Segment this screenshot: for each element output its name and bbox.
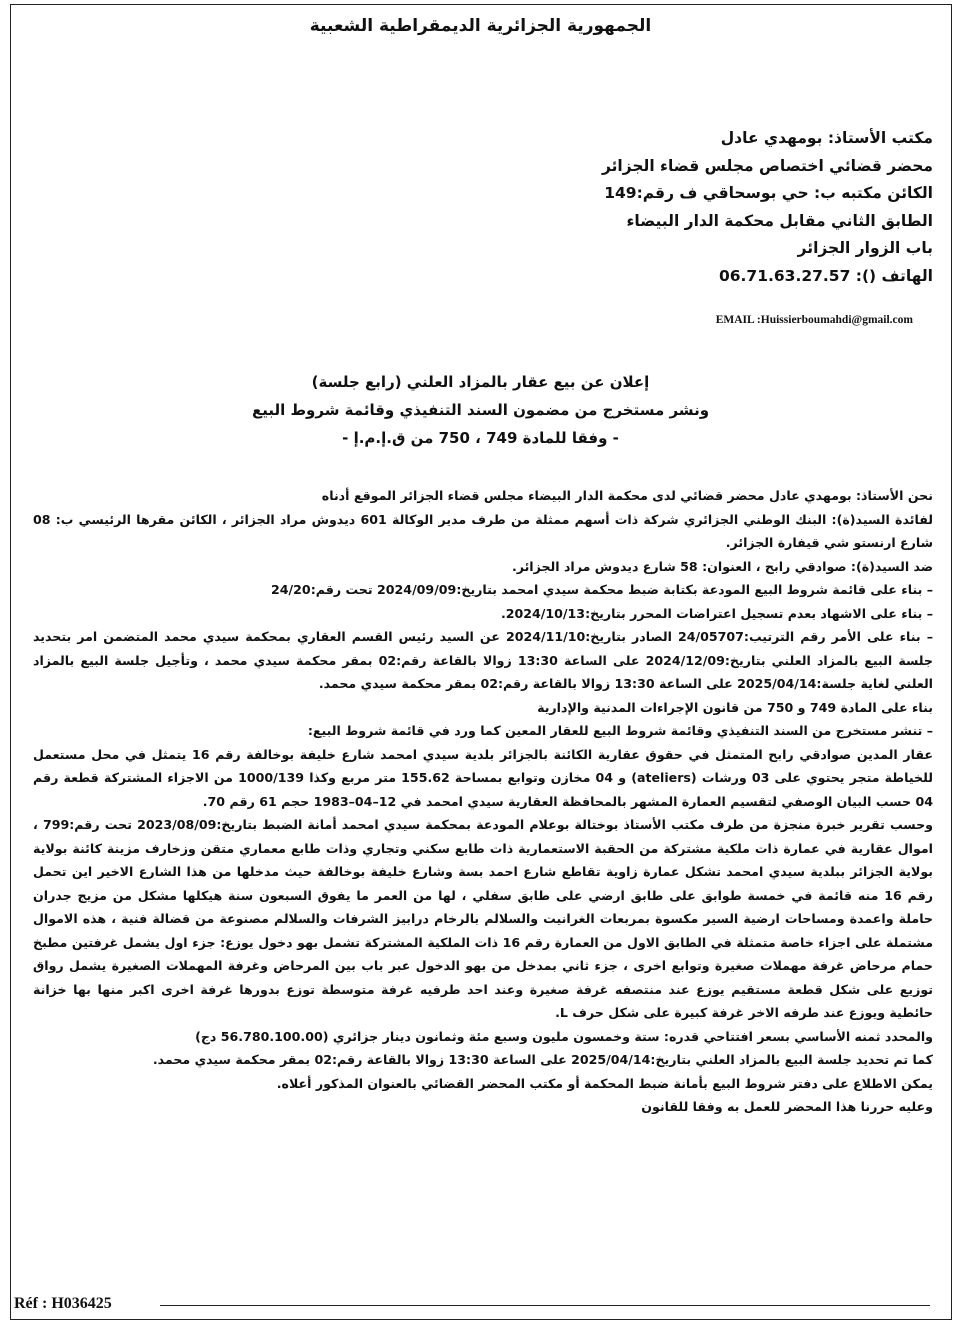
office-line: الطابق الثاني مقابل محكمة الدار البيضاء xyxy=(626,211,933,230)
notice-titles xyxy=(0,368,961,452)
reference-number: Réf : H036425 xyxy=(14,1295,112,1312)
notice-body xyxy=(33,484,933,1119)
notice-article: - وفقا للمادة 749 ، 750 من ق.إ.م.إ - xyxy=(342,429,619,447)
body-paragraph: ضد السيد(ة): صوادقي رابح ، العنوان: 58 شارع ديدوش مراد الجزائر. xyxy=(511,558,933,574)
body-paragraph: لفائدة السيد(ة): البنك الوطني الجزائري شركة ذات أسهم ممثلة من طرف مدير الوكالة 601 ديدوش مراد الجزائر ، الكائن مقرها الرئيسي ب: 08 شارع ارنستو شي قيفارة الجزائر. xyxy=(33,511,933,550)
body-paragraph: عقار المدين صوادقي رابح المتمثل في حقوق عقارية الكائنة بالجزائر بلدية سيدي امحمد شارع خليفة بوخالفة رقم 16 يتمثل في محل مستعمل للخياطة متجر يحتوي على 03 ورشات (ateliers) و 04 مخازن وتوابع بمساحة 155.62 متر مربع وكذا 1000/139 من الاجزاء المشتركة قطعة رقم 04 حسب البيان الوصفي لتقسيم العمارة المشهر بالمحافظة العقارية سيدي امحمد في 12–04–1983 حجم 61 رقم 70. xyxy=(33,746,933,809)
body-paragraph: – تنشر مستخرج من السند التنفيذي وقائمة شروط البيع للعقار المعين كما ورد في قائمة شروط البيع: xyxy=(307,723,933,738)
body-paragraph: يمكن الاطلاع على دفتر شروط البيع بأمانة ضبط المحكمة أو مكتب المحضر القضائي بالعنوان المذكور أعلاه. xyxy=(276,1075,933,1091)
office-line: مكتب الأستاذ: بومهدي عادل xyxy=(720,129,933,147)
office-line: محضر قضائي اختصاص مجلس قضاء الجزائر xyxy=(601,156,933,175)
country-header: الجمهورية الجزائرية الديمقراطية الشعبية xyxy=(309,16,652,36)
office-line: الكائن مكتبه ب: حي بوسحاقي ف رقم:149 xyxy=(604,184,933,203)
body-paragraph: نحن الأستاذ: بومهدي عادل محضر قضائي لدى محكمة الدار البيضاء مجلس قضاء الجزائر الموقع أدناه xyxy=(321,488,933,503)
body-paragraph: – بناء على الأمر رقم الترتيب:24/05707 الصادر بتاريخ:2024/11/10 عن السيد رئيس القسم العقاري بمحكمة سيدي محمد المتضمن امر بتحديد جلسة البيع بالمزاد العلني بتاريخ:2024/12/09 على الساعة 13:30 زوالا بالقاعة رقم:02 بمقر محكمة سيدي محمد ، وتأجيل جلسة البيع بالمزاد العلني لغاية جلسة:2025/04/14 على الساعة 13:30 زوالا بالقاعة رقم:02 بمقر محكمة سيدي محمد. xyxy=(33,629,934,691)
notice-subtitle: ونشر مستخرج من مضمون السند التنفيذي وقائمة شروط البيع xyxy=(251,401,710,419)
office-email: EMAIL :Huissierboumahdi@gmail.com xyxy=(715,314,913,326)
notice-title: إعلان عن بيع عقار بالمزاد العلني (رابع جلسة) xyxy=(311,373,650,391)
office-block xyxy=(213,125,933,291)
office-line: باب الزوار الجزائر xyxy=(797,239,933,258)
body-paragraph: – بناء على قائمة شروط البيع المودعة بكتابة ضبط محكمة سيدي امحمد بتاريخ:2024/09/09 تحت رقم:24/20 xyxy=(271,582,933,597)
body-paragraph: كما تم تحديد جلسة البيع بالمزاد العلني بتاريخ:2025/04/14 على الساعة 13:30 زوالا بالقاعة رقم:02 بمقر محكمة سيدي محمد. xyxy=(152,1052,933,1067)
body-paragraph: – بناء على الاشهاد بعدم تسجيل اعتراضات المحرر بتاريخ:2024/10/13. xyxy=(500,605,933,621)
office-phone: الهاتف (): 06.71.63.27.57 xyxy=(718,266,933,285)
body-paragraph: بناء على المادة 749 و 750 من قانون الإجراءات المدنية والإدارية xyxy=(537,699,933,715)
body-paragraph: وعليه حررنا هذا المحضر للعمل به وفقا للقانون xyxy=(641,1099,933,1114)
footer-divider xyxy=(160,1305,930,1306)
body-paragraph: والمحدد ثمنه الأساسي بسعر افتتاحي قدره: ستة وخمسون مليون وسبع مئة وثمانون دينار جزائري (56.780.100.00 دج) xyxy=(195,1028,933,1044)
body-paragraph: وحسب تقرير خبرة منجزة من طرف مكتب الأستاذ بوختالة بوعلام المودعة بمحكمة سيدي امحمد أمانة الضبط بتاريخ:2023/08/09 تحت رقم:799 ، اموال عقارية في عمارة ذات ملكية مشتركة من الحقبة الاستعمارية ذات طابع سكني وتجاري وذات طابع معماري متقن وزخارف مزينة كائنة بولاية بولاية الجزائر ببلدية سيدي امحمد تشكل عمارة زاوية تقاطع شارع احمد بسة وشارع خليفة بوخالفة حيث مدخلها من هذا الشارع الاخير اين تحمل رقم 16 منه قائمة في خمسة طوابق على طابق ارضي على طابق سفلي ، لها من العمر ما يفوق السبعون سنة هيكلها مشكل من مزيج جدران حاملة واعمدة ومساحات ارضية السير مكسوة بمربعات الغرانيت والسلالم بالرخام درابيز الشرفات والسلالم مصنوعة من قضالة فنية ، هذه الاموال مشتملة على اجزاء خاصة متمثلة في الطابق الاول من العمارة رقم 16 ذات الملكية المشتركة تشمل بهو دخول يوزع: جزء اول يشمل غرفتين مطبخ حمام مرحاض غرفة مهملات صغيرة وتوابع اخرى ، جزء ثاني بمدخل من بهو الدخول عبر باب بين المرحاض وغرفة المهملات الصغيرة يشمل رواق توزيع على شكل قطعة مستقيم يوزع عند منتصفه غرفة صغيرة وعند احد طرفيه غرفة متوسطة توزع بدورها غرفة اخرى اكبر منها بها خزانة حائطية ويوزع عند طرفه الاخر غرفة كبيرة على شكل حرف L. xyxy=(33,817,934,1020)
